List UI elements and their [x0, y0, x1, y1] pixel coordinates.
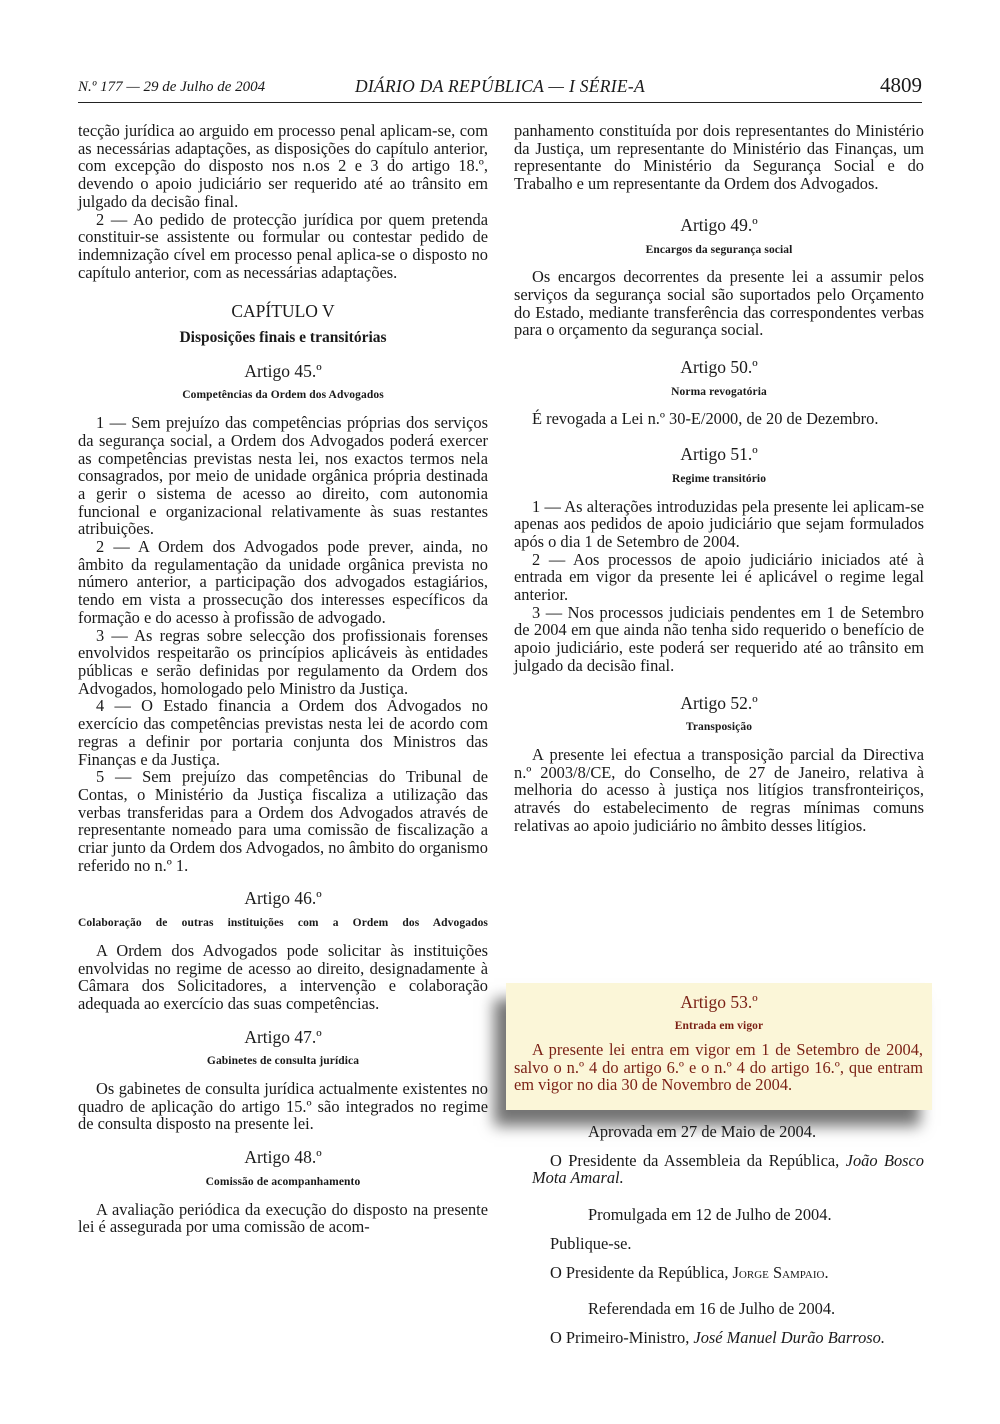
signature-block — [514, 1123, 924, 1347]
page-header — [78, 72, 922, 103]
approval-date: Aprovada em 27 de Maio de 2004. — [588, 1122, 817, 1141]
paragraph: panhamento constituída por dois representantes do Ministério da Justiça, um representante do Ministério das Finanças, um representante do Ministério da Segurança Social e do Trabalho e um representante da Ordem dos Advogados. — [514, 121, 924, 194]
article-title: Artigo 53.º — [680, 992, 758, 1012]
paragraph: 2 — Aos processos de apoio judiciário iniciados até à entrada em vigor da presente lei é aplicável o regime legal anterior. — [514, 549, 924, 605]
left-column — [78, 122, 488, 1236]
paragraph: 2 — A Ordem dos Advogados pode prever, ainda, no âmbito da regulamentação da unidade orgânica prevista no número anterior, a participação dos advogados estagiários, tendo em vista a prossecução dos interesses específicos da formação e do acesso à profissão de advogado. — [78, 537, 488, 627]
paragraph: tecção jurídica ao arguido em processo penal aplicam-se, com as necessárias adaptações, as disposições do capítulo anterior, com excepção do disposto nos n.os 2 e 3 do artigo 18.º, devendo o apoio judiciário ser requerido até ao trânsito em julgado da decisão final. — [78, 121, 488, 211]
paragraph: 5 — Sem prejuízo das competências do Tribunal de Contas, o Ministério da Justiça fiscaliza a utilização das verbas transferidas para a Ordem dos Advogados através de representante nomeado para uma comissão de fiscalização a criar junto da Ordem dos Advogados, no âmbito do organismo referido no n.º 1. — [78, 767, 488, 875]
prime-minister-name: José Manuel Durão Barroso. — [693, 1327, 885, 1347]
assembly-president-label: O Presidente da Assembleia da República, — [550, 1150, 840, 1170]
republic-president-label: O Presidente da República, — [550, 1262, 729, 1282]
page-number: 4809 — [880, 73, 922, 97]
article-title: Artigo 48.º — [244, 1147, 322, 1168]
article-title: Artigo 47.º — [244, 1026, 322, 1047]
republic-president-name: Jorge Sampaio. — [732, 1262, 829, 1282]
highlighted-article-53 — [506, 983, 932, 1110]
paragraph: A presente lei entra em vigor em 1 de Setembro de 2004, salvo o n.º 4 do artigo 6.º e o n.º 4 do artigo 16.º, que entram em vigor no dia 30 de Novembro de 2004. — [514, 1040, 923, 1095]
paragraph: A presente lei efectua a transposição parcial da Directiva n.º 2003/8/CE, do Conselho, de 27 de Janeiro, relativa à melhoria do acesso à justiça nos litígios transfronteiriços, através do estabelecimento de regras mínimas comuns relativas ao apoio judiciário no âmbito desses litígios. — [514, 744, 924, 835]
article-subtitle: Encargos da segurança social — [645, 243, 793, 256]
paragraph: 1 — Sem prejuízo das competências próprias dos serviços da segurança social, a Ordem dos Advogados poderá exercer as competências previstas nesta lei, nos exactos termos nela consagrados, por meio de unidade orgânica própria destinada a gerir o sistema de acesso ao direito, com autonomia funcional e organizacional relativamente às suas restantes atribuições. — [78, 413, 488, 539]
assembly-president — [514, 1152, 924, 1187]
article-subtitle: Competências da Ordem dos Advogados — [182, 389, 384, 402]
prime-minister — [514, 1329, 924, 1347]
article-subtitle: Entrada em vigor — [674, 1020, 764, 1032]
article-title: Artigo 49.º — [680, 214, 758, 235]
article-subtitle: Transposição — [685, 721, 753, 734]
chapter-subtitle: Disposições finais e transitórias — [179, 329, 387, 347]
republic-president — [514, 1264, 924, 1282]
article-subtitle: Comissão de acompanhamento — [205, 1175, 361, 1188]
article-title: Artigo 50.º — [680, 357, 758, 378]
publish-line: Publique-se. — [550, 1233, 632, 1253]
article-title: Artigo 45.º — [244, 360, 322, 381]
article-subtitle: Regime transitório — [671, 472, 767, 485]
paragraph: 4 — O Estado financia a Ordem dos Advogados no exercício das competências previstas nesta lei de acordo com regras a definir por portaria conjunta dos Ministros das Finanças e da Justiça. — [78, 696, 488, 769]
promulgation-date: Promulgada em 12 de Julho de 2004. — [588, 1205, 832, 1225]
paragraph: É revogada a Lei n.º 30-E/2000, de 20 de Dezembro. — [532, 409, 879, 429]
paragraph: Os encargos decorrentes da presente lei a assumir pelos serviços da segurança social são suportados pelo Orçamento do Estado, mediante transferência das correspondentes verbas para o orçamento da segurança social. — [514, 267, 924, 340]
paragraph: 3 — Nos processos judiciais pendentes em 1 de Setembro de 2004 em que ainda não tenha sido requerido o benefício de apoio judiciário, este poderá ser requerido até ao trânsito em julgado da decisão final. — [514, 602, 924, 675]
article-subtitle: Norma revogatória — [671, 385, 767, 398]
assembly-president-name: João Bosco Mota Amaral. — [532, 1150, 925, 1188]
paragraph: Os gabinetes de consulta jurídica actualmente existentes no quadro de aplicação do artigo 15.º são integrados no regime de consulta disposto na presente lei. — [78, 1079, 488, 1134]
right-column — [514, 122, 924, 835]
article-title: Artigo 51.º — [680, 444, 758, 465]
chapter-title: CAPÍTULO V — [231, 301, 335, 322]
paragraph: A avaliação periódica da execução do disposto na presente lei é assegurada por uma comissão de acom- — [78, 1199, 488, 1237]
article-subtitle: Colaboração de outras instituições com a Ordem dos Advogados — [78, 917, 488, 930]
paragraph: 2 — Ao pedido de protecção jurídica por quem pretenda constituir-se assistente ou formular ou contestar pedido de indemnização cível em processo penal aplica-se o disposto no capítulo anterior, com as necessárias adaptações. — [78, 209, 488, 282]
publication-title: DIÁRIO DA REPÚBLICA — I SÉRIE-A — [354, 76, 646, 96]
countersign-date: Referendada em 16 de Julho de 2004. — [588, 1299, 836, 1319]
article-subtitle: Gabinetes de consulta jurídica — [206, 1055, 360, 1068]
paragraph: 1 — As alterações introduzidas pela presente lei aplicam-se apenas aos pedidos de apoio judiciário que sejam formulados após o dia 1 de Setembro de 2004. — [514, 496, 924, 551]
article-title: Artigo 52.º — [680, 692, 758, 713]
paragraph: A Ordem dos Advogados pode solicitar às instituições envolvidas no regime de acesso ao direito, designadamente à Câmara dos Solicitadores, a intervenção e colaboração adequada ao exercício das suas competências. — [78, 940, 488, 1013]
issue-info: N.º 177 — 29 de Julho de 2004 — [78, 79, 266, 95]
prime-minister-label: O Primeiro-Ministro, — [550, 1327, 690, 1347]
article-title: Artigo 46.º — [244, 888, 322, 909]
paragraph: 3 — As regras sobre selecção dos profissionais forenses envolvidos respeitarão os princípios aplicáveis às entidades públicas e serão definidas por regulamento da Ordem dos Advogados, homologado pelo Ministro da Justiça. — [78, 625, 488, 698]
